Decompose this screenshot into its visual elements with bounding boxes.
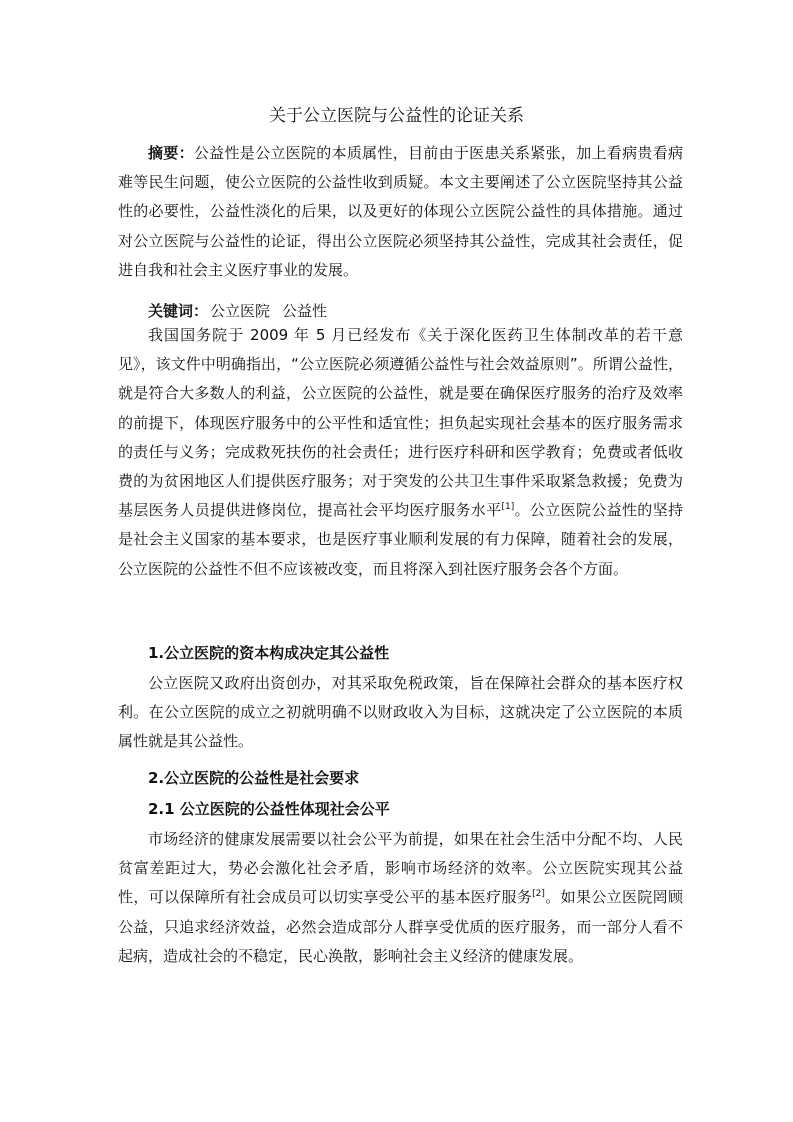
- section-2-heading: 2.公立医院的公益性是社会要求: [148, 769, 360, 787]
- intro-paragraph: [118, 321, 683, 584]
- section-1-paragraph: 公立医院又政府出资创办，对其采取免税政策，旨在保障社会群众的基本医疗权利。在公立医院的成立之初就明确不以财政收入为目标，这就决定了公立医院的本质属性就是其公益性。: [118, 674, 683, 751]
- section-2-1-paragraph: [118, 825, 683, 971]
- section-2-1-text-a: 市场经济的健康发展需要以社会公平为前提，如果在社会生活中分配不均、人民贫富差距过大，势必会激化社会矛盾，影响市场经济的效率。公立医院实现其公益性，可以保障所有社会成员可以切实享受公平的基本医疗服务: [118, 830, 683, 907]
- abstract-paragraph: [118, 139, 683, 285]
- keyword-item: 公立医院: [210, 302, 271, 320]
- section-2-1-heading: 2.1 公立医院的公益性体现社会公平: [148, 800, 390, 818]
- abstract-label: 摘要：: [148, 144, 194, 162]
- keywords-label: 关键词：: [148, 302, 209, 320]
- keyword-item: 公益性: [282, 302, 328, 320]
- section-1-heading: 1.公立医院的资本构成决定其公益性: [148, 644, 390, 662]
- reference-marker: [2]: [532, 889, 545, 900]
- abstract-text: 公益性是公立医院的本质属性，目前由于医患关系紧张，加上看病贵看病难等民生问题，使公立医院的公益性收到质疑。本文主要阐述了公立医院坚持其公益性的必要性，公益性淡化的后果，以及更好的体现公立医院公益性的具体措施。通过对公立医院与公益性的论证，得出公立医院必须坚持其公益性，完成其社会责任，促进自我和社会主义医疗事业的发展。: [118, 144, 683, 279]
- section-2-1-text-b: 。如果公立医院罔顾公益，只追求经济效益，必然会造成部分人群享受优质的医疗服务，而一部分人看不起病，造成社会的不稳定，民心涣散，影响社会主义经济的健康发展。: [118, 888, 683, 965]
- reference-marker: [1]: [501, 502, 515, 513]
- intro-text-b: 。公立医院公益性的坚持是社会主义国家的基本要求，也是医疗事业顺利发展的有力保障，随着社会的发展，公立医院的公益性不但不应该被改变，而且将深入到社医疗服务会各个方面。: [118, 501, 683, 578]
- intro-text-a: 我国国务院于 2009 年 5 月已经发布《关于深化医药卫生体制改革的若干意见》，该文件中明确指出，“公立医院必须遵循公益性与社会效益原则”。所谓公益性，就是符合大多数人的利益，公立医院的公益性，就是要在确保医疗服务的治疗及效率的前提下，体现医疗服务中的公平性和适宜性；担负起实现社会基本的医疗服务需求的责任与义务；完成救死扶伤的社会责任；进行医疗科研和医学教育；免费或者低收费的为贫困地区人们提供医疗服务；对于突发的公共卫生事件采取紧急救援；免费为基层医务人员提供进修岗位，提高社会平均医疗服务水平: [118, 326, 683, 520]
- document-title: 关于公立医院与公益性的论证关系: [269, 106, 524, 126]
